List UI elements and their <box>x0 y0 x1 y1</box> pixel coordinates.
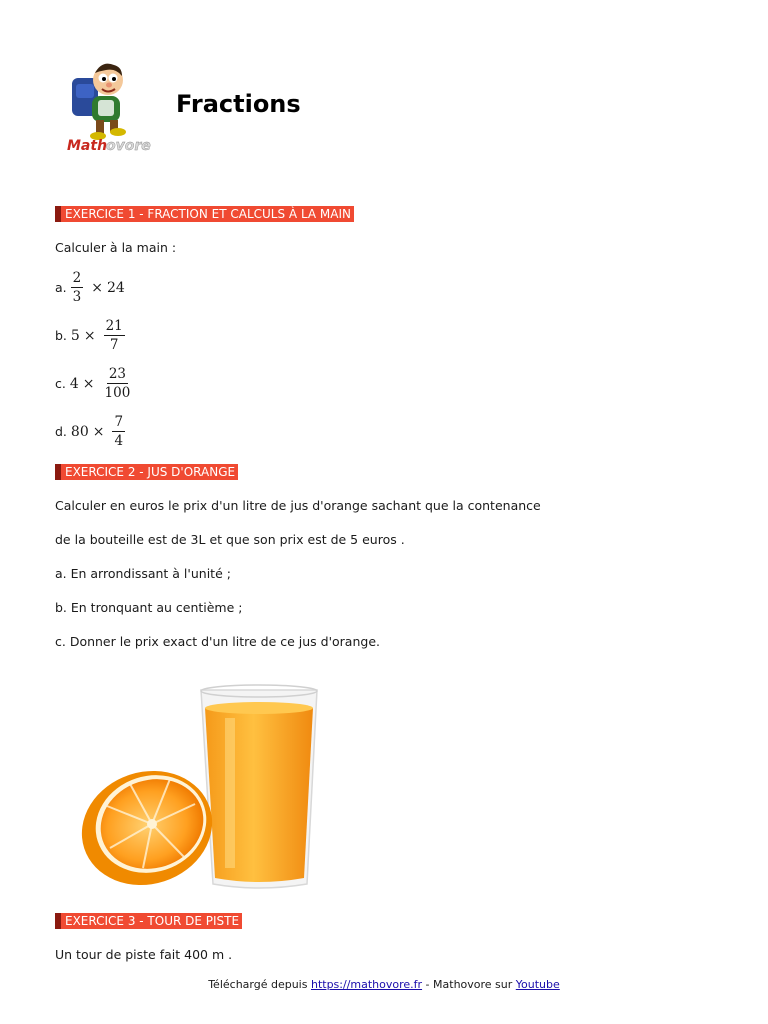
exercise-1-item-d <box>55 414 129 449</box>
denominator: 3 <box>72 289 82 305</box>
factor: 24 <box>106 279 125 296</box>
orange-juice-photo <box>55 678 347 896</box>
student-mascot-icon <box>62 58 162 158</box>
fraction <box>103 366 133 401</box>
exercise-3-header: EXERCICE 3 - TOUR DE PISTE <box>55 913 242 929</box>
times-operator: × <box>92 423 105 440</box>
denominator: 100 <box>104 385 131 401</box>
exercise-1-intro: Calculer à la main : <box>55 240 177 255</box>
exercise-2-item-b: b. En tronquant au centième ; <box>55 600 243 615</box>
mathovore-logo <box>62 58 162 158</box>
item-label: d. <box>55 424 67 439</box>
factor: 80 <box>70 423 89 440</box>
item-label: b. <box>55 328 67 343</box>
footer-middle: - Mathovore sur <box>422 978 516 991</box>
exercise-2-item-a: a. En arrondissant à l'unité ; <box>55 566 231 581</box>
numerator: 23 <box>108 366 126 382</box>
times-operator: × <box>82 375 95 392</box>
numerator: 7 <box>114 414 124 430</box>
exercise-2-line-1: Calculer en euros le prix d'un litre de jus d'orange sachant que la contenance <box>55 498 541 513</box>
numerator: 2 <box>72 270 82 286</box>
exercise-2-line-2: de la bouteille est de 3L et que son prix est de 5 euros . <box>55 532 405 547</box>
exercise-3-line-1: Un tour de piste fait 400 m . <box>55 947 233 962</box>
footer-link-mathovore[interactable]: https://mathovore.fr <box>310 978 423 991</box>
page-title: Fractions <box>176 90 301 118</box>
times-operator: × <box>91 279 103 296</box>
svg-text:Math: Math <box>67 138 108 154</box>
denominator: 4 <box>114 433 124 449</box>
item-label: a. <box>55 280 67 295</box>
fraction <box>71 270 84 305</box>
exercise-2-item-c: c. Donner le prix exact d'un litre de ce jus d'orange. <box>55 634 380 649</box>
denominator: 7 <box>109 337 119 353</box>
fraction <box>104 318 125 353</box>
fraction <box>112 414 125 449</box>
footer-prefix: Téléchargé depuis <box>208 978 311 991</box>
factor: 4 <box>69 375 79 392</box>
page-footer <box>0 978 768 991</box>
footer-link-youtube[interactable]: Youtube <box>515 978 560 991</box>
exercise-1-header: EXERCICE 1 - FRACTION ET CALCULS À LA MAIN <box>55 206 354 222</box>
numerator: 21 <box>105 318 123 334</box>
factor: 5 <box>70 327 80 344</box>
exercise-1-item-a <box>55 270 125 305</box>
item-label: c. <box>55 376 66 391</box>
exercise-2-header: EXERCICE 2 - JUS D'ORANGE <box>55 464 238 480</box>
times-operator: × <box>83 327 96 344</box>
exercise-1-item-b <box>55 318 129 353</box>
exercise-1-item-c <box>55 366 136 401</box>
svg-text:ovore: ovore <box>106 138 151 154</box>
